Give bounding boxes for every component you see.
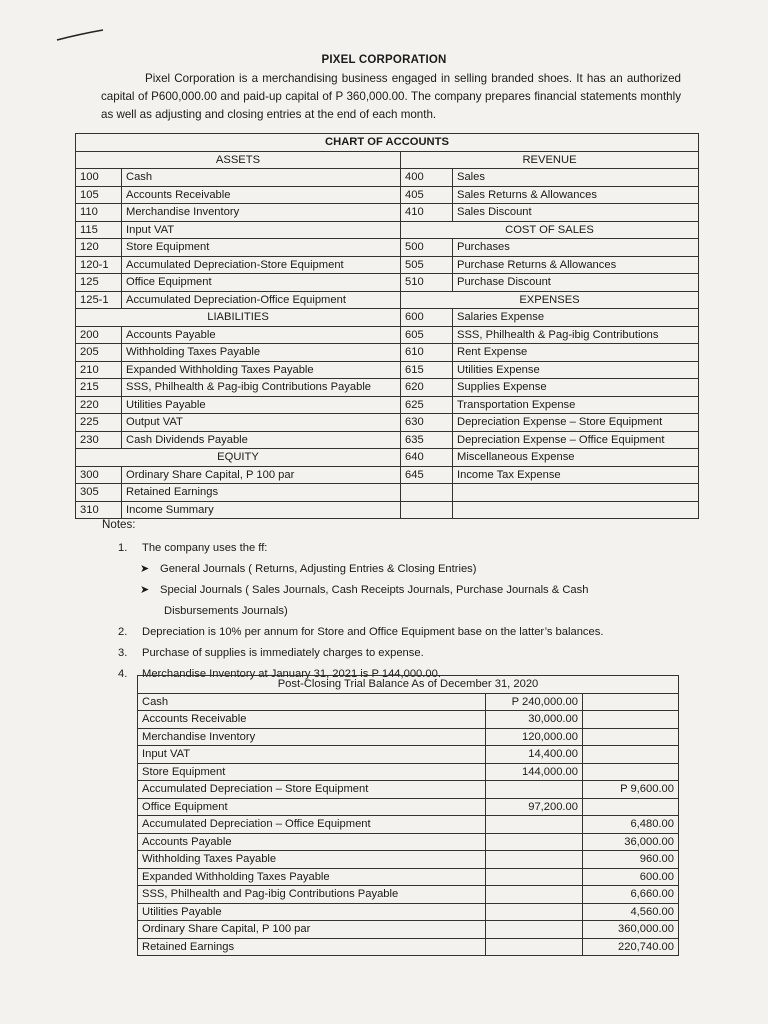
notes-label: Notes: <box>102 518 136 531</box>
credit-amount: 6,480.00 <box>583 816 679 834</box>
account-code <box>401 501 453 519</box>
debit-amount <box>486 851 583 869</box>
debit-amount <box>486 816 583 834</box>
account-name: Income Summary <box>122 501 401 519</box>
account-name: Accounts Payable <box>138 833 486 851</box>
account-code: 400 <box>401 169 453 187</box>
section-heading: LIABILITIES <box>76 309 401 327</box>
account-code: 605 <box>401 326 453 344</box>
account-code: 110 <box>76 204 122 222</box>
table-row <box>138 746 679 764</box>
table-row <box>76 449 699 467</box>
account-code: 600 <box>401 309 453 327</box>
account-code: 120 <box>76 239 122 257</box>
account-code: 310 <box>76 501 122 519</box>
account-name: SSS, Philhealth & Pag-ibig Contributions Payable <box>122 379 401 397</box>
table-row <box>76 361 699 379</box>
chart-of-accounts-table <box>75 133 699 519</box>
debit-amount: 14,400.00 <box>486 746 583 764</box>
note-text: Depreciation is 10% per annum for Store and Office Equipment base on the latter’s balances. <box>142 626 604 638</box>
table-row <box>76 169 699 187</box>
credit-amount: 6,660.00 <box>583 886 679 904</box>
debit-amount <box>486 886 583 904</box>
note-2 <box>118 622 678 643</box>
table-row <box>76 466 699 484</box>
credit-amount <box>583 798 679 816</box>
account-code: 120-1 <box>76 256 122 274</box>
account-code: 625 <box>401 396 453 414</box>
account-code: 635 <box>401 431 453 449</box>
account-name: Expanded Withholding Taxes Payable <box>122 361 401 379</box>
table-row <box>76 239 699 257</box>
table-row <box>138 816 679 834</box>
account-code: 640 <box>401 449 453 467</box>
account-name: Accumulated Depreciation – Office Equipment <box>138 816 486 834</box>
debit-amount: P 240,000.00 <box>486 693 583 711</box>
account-code: 105 <box>76 186 122 204</box>
table-row <box>138 921 679 939</box>
trial-balance-caption: Post-Closing Trial Balance As of December 31, 2020 <box>138 676 679 694</box>
note-text: Special Journals ( Sales Journals, Cash Receipts Journals, Purchase Journals & Cash <box>160 584 589 596</box>
section-heading: EXPENSES <box>401 291 699 309</box>
credit-amount <box>583 693 679 711</box>
section-heading: EQUITY <box>76 449 401 467</box>
account-name: Utilities Payable <box>122 396 401 414</box>
account-name: Supplies Expense <box>453 379 699 397</box>
account-name: Output VAT <box>122 414 401 432</box>
account-name: Utilities Expense <box>453 361 699 379</box>
account-name <box>453 484 699 502</box>
table-row <box>76 274 699 292</box>
credit-amount: 4,560.00 <box>583 903 679 921</box>
account-code: 125-1 <box>76 291 122 309</box>
document-title: PIXEL CORPORATION <box>321 54 447 66</box>
account-code: 630 <box>401 414 453 432</box>
account-name: Accumulated Depreciation – Store Equipment <box>138 781 486 799</box>
debit-amount <box>486 781 583 799</box>
debit-amount <box>486 868 583 886</box>
debit-amount: 30,000.00 <box>486 711 583 729</box>
credit-amount: 220,740.00 <box>583 938 679 956</box>
table-row <box>138 798 679 816</box>
account-name: Accounts Receivable <box>138 711 486 729</box>
account-code: 210 <box>76 361 122 379</box>
table-row <box>76 379 699 397</box>
table-row <box>138 711 679 729</box>
intro-paragraph <box>101 70 681 124</box>
account-code: 100 <box>76 169 122 187</box>
table-row <box>76 186 699 204</box>
table-row <box>138 833 679 851</box>
account-code: 125 <box>76 274 122 292</box>
table-row <box>76 396 699 414</box>
note-text: The company uses the ff: <box>142 542 268 554</box>
account-name: Sales Discount <box>453 204 699 222</box>
account-name: SSS, Philhealth & Pag-ibig Contributions <box>453 326 699 344</box>
table-row <box>76 204 699 222</box>
account-code: 230 <box>76 431 122 449</box>
account-code: 610 <box>401 344 453 362</box>
account-code: 620 <box>401 379 453 397</box>
account-name: Salaries Expense <box>453 309 699 327</box>
credit-amount: 960.00 <box>583 851 679 869</box>
table-row <box>76 291 699 309</box>
debit-amount: 97,200.00 <box>486 798 583 816</box>
account-name: Accounts Payable <box>122 326 401 344</box>
account-code: 510 <box>401 274 453 292</box>
chart-of-accounts-body <box>76 151 699 519</box>
account-code: 215 <box>76 379 122 397</box>
account-code: 220 <box>76 396 122 414</box>
note-number: 4. <box>118 668 128 680</box>
note-number: 3. <box>118 647 128 659</box>
table-row <box>138 781 679 799</box>
notes-list <box>118 538 678 685</box>
credit-amount: 36,000.00 <box>583 833 679 851</box>
credit-amount: 600.00 <box>583 868 679 886</box>
table-row <box>76 151 699 169</box>
table-row <box>76 501 699 519</box>
trial-balance-table <box>137 675 679 956</box>
account-name <box>453 501 699 519</box>
table-row <box>76 344 699 362</box>
account-name: Purchase Returns & Allowances <box>453 256 699 274</box>
table-row <box>76 326 699 344</box>
debit-amount <box>486 903 583 921</box>
account-code: 615 <box>401 361 453 379</box>
account-name: Cash Dividends Payable <box>122 431 401 449</box>
arrow-bullet-icon: ➤ <box>140 563 150 575</box>
intro-text: Pixel Corporation is a merchandising business engaged in selling branded shoes. It has an authorized capital of P600,000.00 and paid-up capital of P 360,000.00. The company prepares financial statements monthly as well as adjusting and closing entries at the end of each month. <box>101 72 681 121</box>
account-name: Office Equipment <box>122 274 401 292</box>
account-name: Store Equipment <box>122 239 401 257</box>
table-row <box>138 851 679 869</box>
account-name: Ordinary Share Capital, P 100 par <box>122 466 401 484</box>
account-code <box>401 484 453 502</box>
note-number: 2. <box>118 626 128 638</box>
credit-amount: 360,000.00 <box>583 921 679 939</box>
account-name: Accumulated Depreciation-Store Equipment <box>122 256 401 274</box>
account-name: Purchase Discount <box>453 274 699 292</box>
table-row <box>76 221 699 239</box>
table-row <box>138 903 679 921</box>
credit-amount <box>583 746 679 764</box>
account-code: 505 <box>401 256 453 274</box>
table-row <box>76 256 699 274</box>
table-row <box>138 868 679 886</box>
account-name: Sales <box>453 169 699 187</box>
account-code: 410 <box>401 204 453 222</box>
account-name: Purchases <box>453 239 699 257</box>
credit-amount <box>583 728 679 746</box>
credit-amount: P 9,600.00 <box>583 781 679 799</box>
account-name: Utilities Payable <box>138 903 486 921</box>
table-row <box>76 484 699 502</box>
note-text: Merchandise Inventory at January 31, 2021 is P 144,000.00. <box>142 668 441 680</box>
account-code: 200 <box>76 326 122 344</box>
account-name: Cash <box>122 169 401 187</box>
account-name: Expanded Withholding Taxes Payable <box>138 868 486 886</box>
account-name: Miscellaneous Expense <box>453 449 699 467</box>
account-name: Retained Earnings <box>138 938 486 956</box>
account-code: 645 <box>401 466 453 484</box>
note-text: Purchase of supplies is immediately charges to expense. <box>142 647 424 659</box>
note-1b-continuation: Disbursements Journals) <box>164 605 288 617</box>
section-heading: ASSETS <box>76 151 401 169</box>
note-number: 1. <box>118 542 128 554</box>
debit-amount <box>486 938 583 956</box>
account-name: Accumulated Depreciation-Office Equipment <box>122 291 401 309</box>
account-name: Merchandise Inventory <box>122 204 401 222</box>
account-name: Input VAT <box>122 221 401 239</box>
account-code: 405 <box>401 186 453 204</box>
account-name: Office Equipment <box>138 798 486 816</box>
credit-amount <box>583 711 679 729</box>
account-name: Input VAT <box>138 746 486 764</box>
arrow-bullet-icon: ➤ <box>140 584 150 596</box>
account-name: Transportation Expense <box>453 396 699 414</box>
account-name: Income Tax Expense <box>453 466 699 484</box>
note-3 <box>118 643 678 664</box>
table-row <box>138 886 679 904</box>
table-row <box>138 693 679 711</box>
account-name: Store Equipment <box>138 763 486 781</box>
debit-amount: 144,000.00 <box>486 763 583 781</box>
debit-amount <box>486 921 583 939</box>
account-name: Rent Expense <box>453 344 699 362</box>
account-name: Cash <box>138 693 486 711</box>
account-name: Retained Earnings <box>122 484 401 502</box>
account-name: Depreciation Expense – Office Equipment <box>453 431 699 449</box>
pen-mark <box>55 28 105 42</box>
account-code: 300 <box>76 466 122 484</box>
note-1b <box>118 580 678 601</box>
debit-amount: 120,000.00 <box>486 728 583 746</box>
table-row <box>138 938 679 956</box>
account-code: 115 <box>76 221 122 239</box>
note-1 <box>118 538 678 559</box>
table-row <box>138 728 679 746</box>
account-name: Depreciation Expense – Store Equipment <box>453 414 699 432</box>
account-name: Accounts Receivable <box>122 186 401 204</box>
table-row <box>76 414 699 432</box>
debit-amount <box>486 833 583 851</box>
account-name: Withholding Taxes Payable <box>138 851 486 869</box>
account-code: 205 <box>76 344 122 362</box>
note-1a <box>118 559 678 580</box>
table-row <box>138 763 679 781</box>
account-name: Ordinary Share Capital, P 100 par <box>138 921 486 939</box>
account-code: 225 <box>76 414 122 432</box>
account-name: Merchandise Inventory <box>138 728 486 746</box>
trial-balance-body <box>138 693 679 956</box>
credit-amount <box>583 763 679 781</box>
account-name: Sales Returns & Allowances <box>453 186 699 204</box>
table-row <box>76 431 699 449</box>
chart-of-accounts-heading: CHART OF ACCOUNTS <box>76 134 699 152</box>
account-name: Withholding Taxes Payable <box>122 344 401 362</box>
account-name: SSS, Philhealth and Pag-ibig Contributions Payable <box>138 886 486 904</box>
account-code: 305 <box>76 484 122 502</box>
section-heading: COST OF SALES <box>401 221 699 239</box>
table-row <box>76 309 699 327</box>
account-code: 500 <box>401 239 453 257</box>
section-heading: REVENUE <box>401 151 699 169</box>
note-text: General Journals ( Returns, Adjusting Entries & Closing Entries) <box>160 563 477 575</box>
